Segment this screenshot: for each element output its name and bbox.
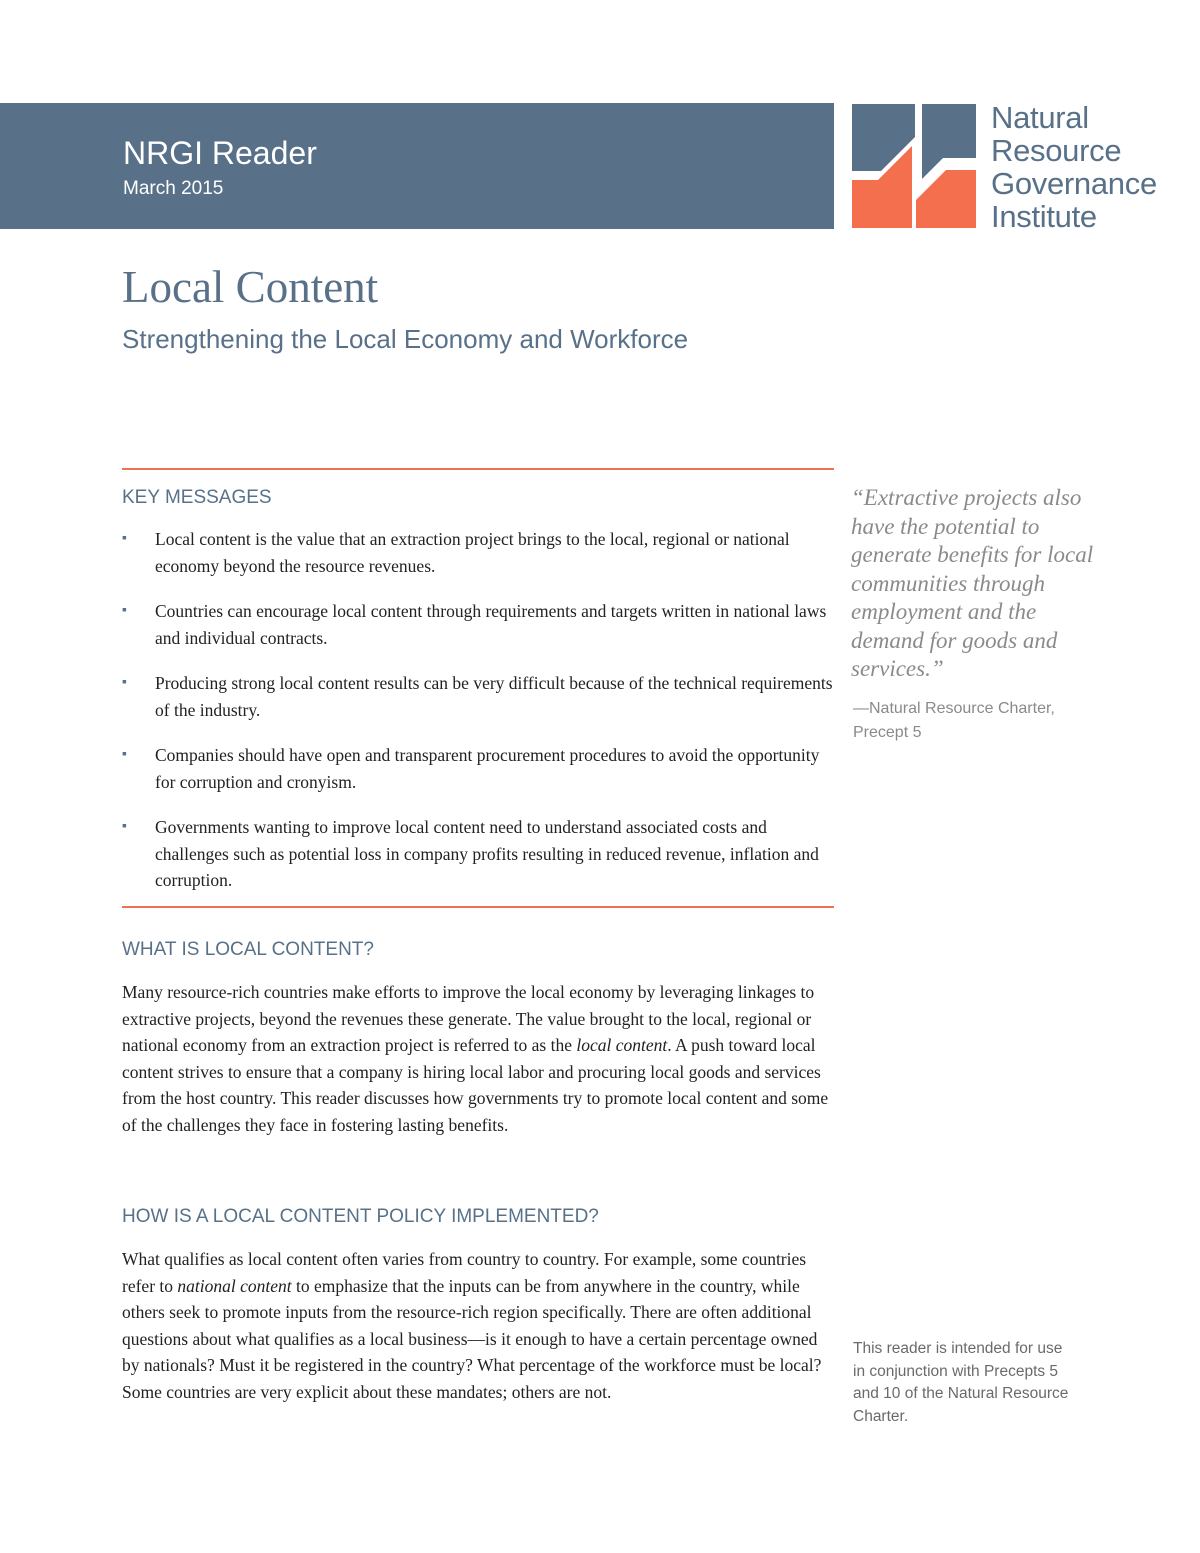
key-messages-top-rule: [122, 468, 834, 470]
document-title: Local Content: [122, 262, 379, 312]
key-message-item: [122, 598, 834, 651]
logo-line: Governance: [991, 166, 1157, 201]
paragraph-text: . A push toward local content strives to ensure that a company is hiring local labor and procuring local goods and services from the host country. This reader discusses how governments try to promote local content and some of the challenges they face in fostering lasting benefits.: [122, 1035, 829, 1135]
section-heading-how-is: HOW IS A LOCAL CONTENT POLICY IMPLEMENTED?: [122, 1206, 599, 1227]
key-message-item: [122, 526, 834, 579]
key-message-text: Countries can encourage local content through requirements and targets written in national laws and individual contracts.: [155, 601, 827, 648]
bullet-icon: ▪: [122, 531, 127, 546]
emphasized-term: local content: [576, 1035, 668, 1055]
logo-line: Natural: [991, 100, 1089, 135]
paragraph-what-is: [122, 979, 834, 1138]
bullet-icon: ▪: [122, 747, 127, 762]
bullet-icon: ▪: [122, 603, 127, 618]
paragraph-text: to emphasize that the inputs can be from anywhere in the country, while others seek to promote inputs from the resource-rich region specifically. There are often additional questions about what qualifies as a local business—is it enough to have a certain percentage owned by nationals? Must it be registered in the country? What percentage of the workforce must be local? Some countries are very explicit about these mandates; others are not.: [122, 1275, 822, 1402]
key-message-item: [122, 670, 834, 723]
key-message-text: Companies should have open and transparent procurement procedures to avoid the opportunity for corruption and cronyism.: [155, 745, 820, 792]
sidebar-note: This reader is intended for use in conjunction with Precepts 5 and 10 of the Natural Resource Charter.: [853, 1340, 1069, 1425]
logo-line: Institute: [991, 199, 1097, 234]
header-banner: [0, 103, 834, 229]
bullet-icon: ▪: [122, 819, 127, 834]
section-heading-what-is: WHAT IS LOCAL CONTENT?: [122, 939, 374, 960]
pull-quote-source: —Natural Resource Charter, Precept 5: [853, 700, 1055, 741]
key-messages-list: [122, 526, 834, 913]
document-subtitle: Strengthening the Local Economy and Workforce: [122, 324, 689, 354]
pull-quote: “Extractive projects also have the potential to generate benefits for local communities through employment and the demand for goods and services.”: [851, 485, 1094, 681]
paragraph-how-is: [122, 1246, 834, 1405]
publication-date: March 2015: [123, 178, 224, 199]
key-message-text: Producing strong local content results can be very difficult because of the technical requirements of the industry.: [155, 673, 833, 720]
key-message-item: [122, 742, 834, 795]
series-title: NRGI Reader: [123, 135, 317, 171]
key-message-item: [122, 814, 834, 894]
bullet-icon: ▪: [122, 675, 127, 690]
paragraph-text: What qualifies as local content often varies from country to country. For example, some countries refer to: [122, 1249, 807, 1296]
emphasized-term: national content: [177, 1275, 292, 1296]
key-message-text: Governments wanting to improve local content need to understand associated costs and challenges such as potential loss in company profits resulting in reduced revenue, inflation and corruption.: [155, 817, 819, 890]
key-messages-heading: KEY MESSAGES: [122, 487, 272, 508]
nrgi-logo-mark: [852, 104, 976, 228]
key-messages-bottom-rule: [122, 906, 834, 908]
nrgi-logo-text: [991, 101, 1191, 233]
paragraph-text: Many resource-rich countries make efforts to improve the local economy by leveraging linkages to extractive projects, beyond the revenues these generate. The value brought to the local, regional or national economy from an extraction project is referred to as the: [122, 982, 815, 1055]
key-message-text: Local content is the value that an extraction project brings to the local, regional or national economy beyond the resource revenues.: [155, 529, 790, 576]
logo-line: Resource: [991, 133, 1122, 168]
